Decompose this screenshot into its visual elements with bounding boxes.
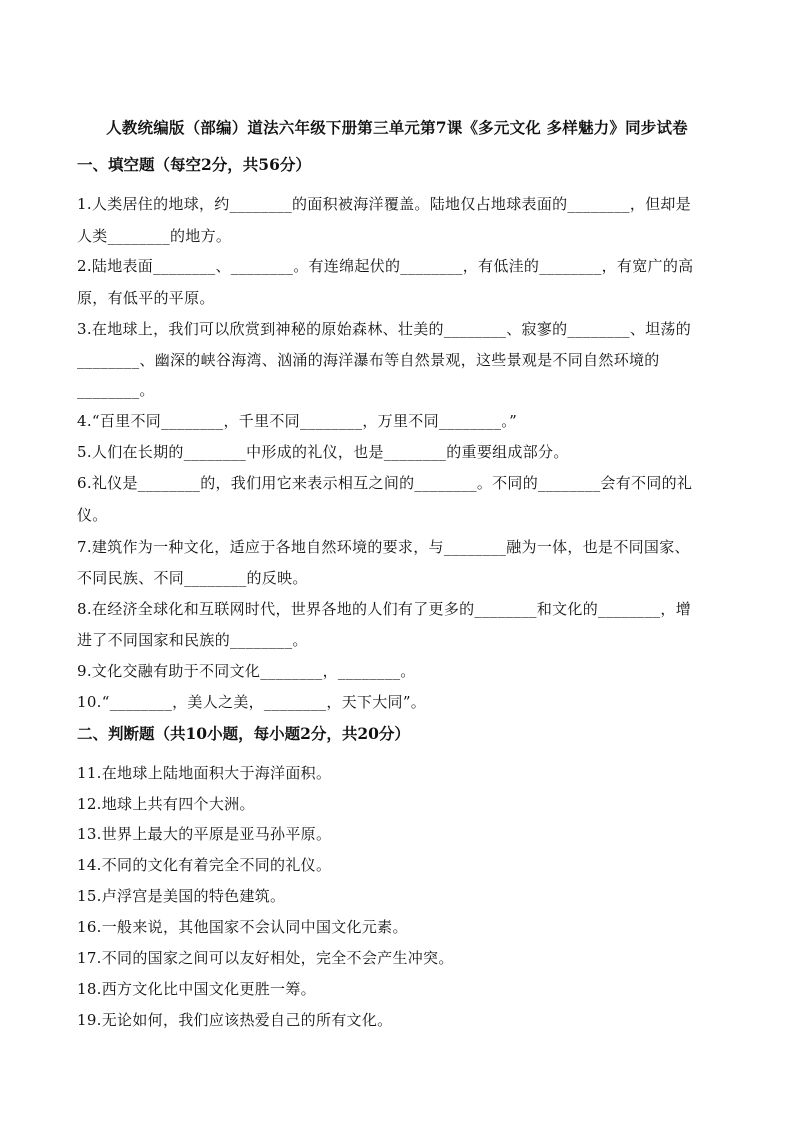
question-line: ________、幽深的峡谷海湾、汹涌的海洋瀑布等自然景观，这些景观是不同自然环境的 [77,351,660,369]
section-true-false-heading: 二、判断题（共10小题，每小题2分，共20分） [77,724,410,743]
question-line: 人类________的地方。 [77,227,232,245]
question-line: 3.在地球上，我们可以欣赏到神秘的原始森林、壮美的________、寂寥的________、坦荡的 [77,320,692,338]
question-line: 仪。 [77,506,108,524]
question-line: 13.世界上最大的平原是亚马孙平原。 [77,825,332,843]
question-line: 17.不同的国家之间可以友好相处，完全不会产生冲突。 [77,949,454,967]
question-line: 10.“________，美人之美，________，天下大同”。 [77,693,427,711]
question-line: 6.礼仪是________的，我们用它来表示相互之间的________。不同的________会有不同的礼 [77,474,693,492]
question-line: 14.不同的文化有着完全不同的礼仪。 [77,856,332,874]
section-fill-blank-heading: 一、填空题（每空2分，共56分） [77,155,311,174]
question-line: 8.在经济全球化和互联网时代，世界各地的人们有了更多的________和文化的________，增 [77,600,692,618]
question-line: 5.人们在长期的________中形成的礼仪，也是________的重要组成部分。 [77,443,569,461]
question-line: 16.一般来说，其他国家不会认同中国文化元素。 [77,918,408,936]
question-line: 2.陆地表面________、________。有连绵起伏的________，有低洼的________，有宽广的高 [77,257,694,275]
question-line: ________。 [77,381,155,399]
question-line: 15.卢浮宫是美国的特色建筑。 [77,887,286,905]
question-line: 12.地球上共有四个大洲。 [77,795,255,813]
question-line: 7.建筑作为一种文化，适应于各地自然环境的要求，与________融为一体，也是不同国家、 [77,538,690,556]
question-line: 19.无论如何，我们应该热爱自己的所有文化。 [77,1011,393,1029]
question-line: 18.西方文化比中国文化更胜一筹。 [77,980,316,998]
question-line: 进了不同国家和民族的________。 [77,631,308,649]
question-line: 原，有低平的平原。 [77,289,215,307]
document-title: 人教统编版（部编）道法六年级下册第三单元第7课《多元文化 多样魅力》同步试卷 [106,118,688,137]
question-line: 4.“百里不同________，千里不同________，万里不同________。” [77,412,518,430]
question-line: 不同民族、不同________的反映。 [77,569,308,587]
question-line: 11.在地球上陆地面积大于海洋面积。 [77,764,332,782]
question-line: 9.文化交融有助于不同文化________，________。 [77,662,416,680]
question-line: 1.人类居住的地球，约________的面积被海洋覆盖。陆地仅占地球表面的________，但却是 [77,195,692,213]
